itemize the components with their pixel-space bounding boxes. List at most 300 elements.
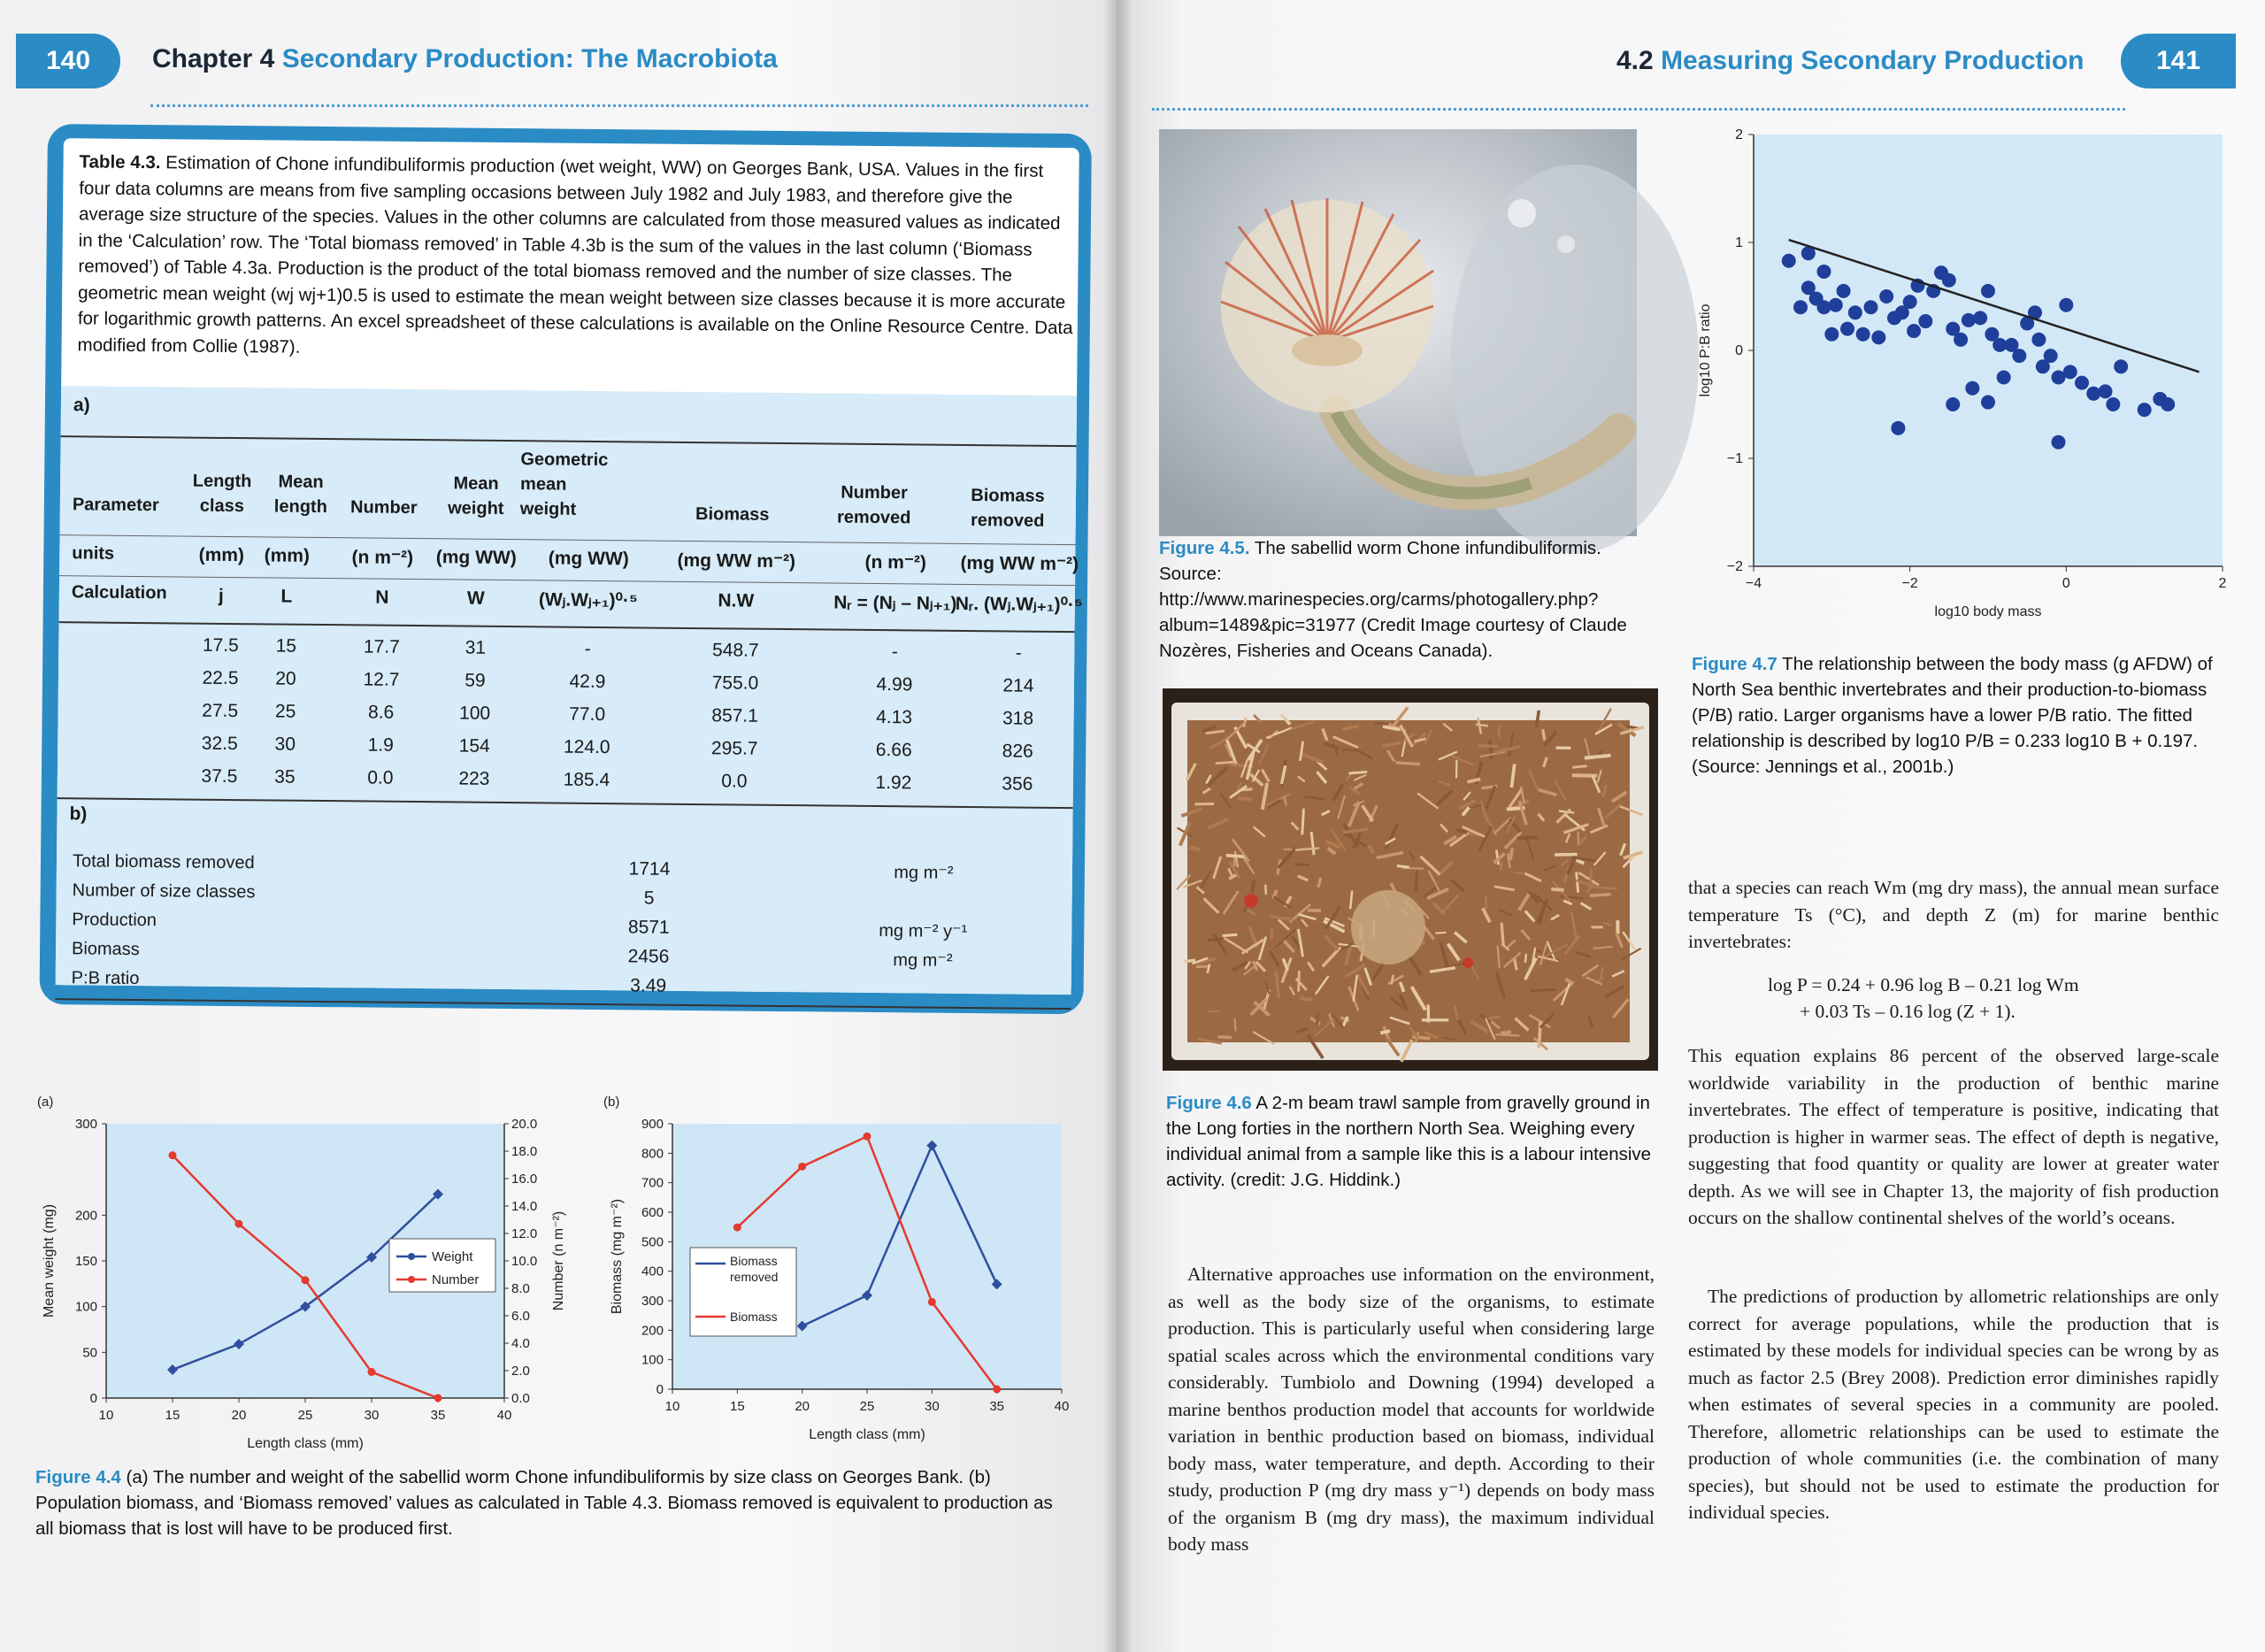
x-tick-label: 30 — [364, 1408, 380, 1423]
data-point-biomass — [733, 1224, 741, 1232]
data-point-number — [368, 1368, 376, 1376]
scatter-point — [1817, 265, 1831, 279]
table-cell: 4.99 — [876, 674, 913, 695]
body-col2-paragraph3: The predictions of production by allometric relationships are only correct for average populations, while the production that is estimated by these models for individual species can be wrong by as much as factor 2.5 (Brey 2008). Prediction error diminishes rapidly when estimates of several species in a community are pooled. Therefore, allometric relationships can be used to estimate the production of whole communities (i.e. the combination of many species), but should not be used to estimate the production for individual species. — [1688, 1286, 2219, 1523]
table-cell: 857.1 — [711, 705, 759, 726]
table-cell: 1.9 — [367, 734, 394, 756]
summary-value: 8571 — [627, 917, 670, 938]
data-point-biomass — [993, 1386, 1001, 1394]
texture-stroke — [1572, 766, 1586, 768]
calc-cell: Nᵣ = (Nⱼ – Nⱼ₊₁) — [833, 592, 957, 614]
texture-stroke — [1216, 762, 1237, 764]
table-cell: 17.7 — [363, 636, 400, 657]
scatter-point — [1879, 289, 1893, 304]
table-cell: - — [891, 642, 898, 663]
header-geo-mean-l3: weight — [519, 499, 577, 519]
running-header-right — [1616, 46, 2084, 76]
summary-unit: mg m⁻² — [893, 950, 953, 971]
table-part-a-label: a) — [73, 395, 90, 416]
x-tick-label: 30 — [924, 1399, 940, 1414]
scatter-point — [1891, 421, 1905, 435]
calc-cell: L — [280, 586, 293, 607]
x-tick-label: 20 — [795, 1399, 810, 1414]
table-cell: 32.5 — [201, 733, 238, 755]
table-rule-bottom-b — [55, 998, 1071, 1010]
table-cell: 77.0 — [569, 703, 606, 726]
table-cell: 100 — [458, 703, 491, 724]
x-tick-label: 15 — [165, 1408, 180, 1423]
table-cell: 0.0 — [367, 767, 394, 788]
data-point-number — [169, 1151, 177, 1159]
table-cell: 27.5 — [202, 700, 239, 722]
y-tick-label: 2 — [1735, 127, 1743, 142]
page-number-left: 140 — [16, 34, 120, 88]
header-parameter: Parameter — [72, 495, 159, 516]
figure-4-4-label: Figure 4.4 — [35, 1467, 121, 1487]
x-tick-label: 25 — [859, 1399, 875, 1414]
texture-stroke — [1476, 725, 1488, 726]
table-cell: 755.0 — [711, 672, 759, 694]
figure-4-6-photo — [1163, 688, 1658, 1071]
table-cell: 37.5 — [201, 765, 238, 788]
y-tick-label: 0 — [656, 1382, 664, 1397]
scatter-point — [1918, 314, 1932, 328]
scatter-point — [2012, 349, 2026, 363]
x-tick-label: 20 — [231, 1408, 247, 1423]
header-number: Number — [349, 497, 418, 519]
y-tick-label: 600 — [641, 1205, 664, 1220]
body-col1-paragraph: Alternative approaches use information on the environment, as well as the body size of the organisms, to estimate production. This is particularly useful when considering large spatial scales across which the environmental conditions vary considerably. Tumbiolo and Downing (1994) developed a marine benthos production model that accounts for worldwide variation in benthic production based on biomass, individual body mass, water temperature, and depth. According to their study, production P (mg dry mass y⁻¹) depends on body mass of the organism B (mg dry mass), the maximum individual body mass — [1168, 1264, 1655, 1555]
texture-stroke — [1495, 1034, 1519, 1035]
legend-marker — [408, 1276, 415, 1283]
scatter-point — [1837, 284, 1851, 298]
table-cell: 826 — [1002, 741, 1033, 762]
summary-value: 3.49 — [630, 975, 667, 996]
table-cell: - — [1015, 642, 1022, 664]
figure-4-6-text: A 2-m beam trawl sample from gravelly ground in the Long forties in the northern North Sea. Weighing every individual animal from a sample like this is a labour intensive activity. (credit: J.G. Hiddink.) — [1166, 1093, 1652, 1190]
figure-4-5-text: The sabellid worm Chone infundibuliformis. Source: http://www.marinespecies.org/carms/photogallery.php?album=1489&pic=31977 (Credit Image courtesy of Claude Nozères, Fisheries and Oceans Canada). — [1159, 538, 1627, 661]
y-axis-label: Biomass (mg m⁻²) — [610, 1198, 625, 1315]
header-geo-mean-l1: Geometric — [520, 449, 609, 471]
texture-stroke — [1551, 889, 1563, 890]
scatter-point — [1782, 254, 1796, 268]
body-col2-paragraph2: This equation explains 86 percent of the observed large-scale worldwide variability in the production of benthic marine invertebrates. The effect of temperature is positive, indicating that production is higher in warmer seas. The effect of depth is negative, suggesting that food quantity or quality are lower at greater water depth. As we will see in Chapter 13, the majority of fish production occurs on the shallow continental shelves of the world’s oceans. — [1688, 1045, 2219, 1228]
table-cell: 31 — [465, 637, 487, 658]
texture-stroke — [1395, 763, 1420, 765]
equation-line1: log P = 0.24 + 0.96 log B – 0.21 log Wm — [1768, 974, 2079, 995]
texture-stroke — [1435, 933, 1446, 934]
texture-stroke — [1531, 989, 1556, 991]
texture-stroke — [1238, 798, 1252, 799]
texture-stroke — [1348, 772, 1367, 773]
x-tick-label: 25 — [297, 1408, 313, 1423]
calculation-row-label: Calculation — [71, 582, 167, 603]
figure-4-4-caption — [35, 1464, 1053, 1541]
units-cell: (mg WW m⁻²) — [960, 552, 1079, 575]
y2-tick-label: 8.0 — [511, 1281, 530, 1296]
figure-4-6-label: Figure 4.6 — [1166, 1093, 1252, 1113]
y2-tick-label: 12.0 — [511, 1226, 538, 1241]
scatter-point — [1829, 298, 1843, 312]
scatter-point — [1871, 330, 1885, 344]
table-cell: - — [584, 638, 591, 659]
header-mean-length — [265, 469, 337, 519]
table-cell: 20 — [275, 668, 296, 689]
header-geo-mean-l2: mean — [520, 474, 567, 495]
summary-value: 2456 — [627, 946, 670, 967]
header-number-removed-l2: removed — [836, 507, 911, 528]
table-cell: 25 — [274, 701, 296, 722]
summary-value: 5 — [643, 887, 655, 909]
figure-4-6-caption — [1166, 1090, 1653, 1193]
units-cell: (mg WW) — [435, 547, 517, 569]
figure-4-5-caption — [1159, 535, 1655, 664]
y-tick-label: 400 — [641, 1264, 664, 1279]
texture-stroke — [1501, 923, 1503, 947]
y-tick-label: 150 — [74, 1254, 97, 1269]
table-cell: 4.13 — [876, 707, 913, 728]
scatter-point — [2086, 387, 2100, 401]
y2-tick-label: 16.0 — [511, 1172, 538, 1187]
legend-label-2: Biomass — [730, 1310, 778, 1324]
table-cell: 15 — [275, 635, 297, 657]
texture-stroke — [1208, 1011, 1219, 1012]
header-biomass: Biomass — [695, 504, 770, 525]
x-tick-label: 2 — [2218, 576, 2227, 591]
header-mean-length-l1: Mean — [278, 472, 324, 493]
header-rule-left — [150, 104, 1088, 107]
scatter-point — [1907, 324, 1921, 338]
y-tick-label: 900 — [641, 1117, 664, 1132]
table-cell: 548.7 — [711, 640, 759, 661]
units-cell: (n m⁻²) — [864, 551, 927, 573]
figure-4-4a-chart — [27, 1088, 566, 1460]
units-cell: (mm) — [198, 544, 245, 566]
x-axis-label: Length class (mm) — [247, 1436, 364, 1451]
units-cell: (mm) — [264, 545, 311, 566]
data-point-biomass — [798, 1163, 806, 1171]
y-tick-label: 50 — [82, 1345, 97, 1361]
scatter-point — [2052, 435, 2066, 449]
x-tick-label: −4 — [1745, 576, 1762, 591]
scatter-point — [2161, 397, 2175, 411]
body-col2-paragraph1: that a species can reach Wm (mg dry mass), the annual mean surface temperature Ts (°C), and depth Z (m) for marine benthic invertebrates: — [1688, 877, 2219, 952]
table-4-3-body — [56, 386, 1083, 996]
scatter-point — [1817, 300, 1831, 314]
scatter-point — [2063, 365, 2077, 379]
texture-stroke — [1380, 1031, 1390, 1033]
texture-stroke — [1525, 954, 1526, 963]
y-tick-label: 100 — [641, 1352, 664, 1368]
y2-tick-label: 0.0 — [511, 1391, 530, 1406]
table-cell: 6.66 — [875, 740, 912, 761]
section-number: 4.2 — [1616, 46, 1654, 75]
x-tick-label: 35 — [430, 1408, 446, 1423]
right-page — [1117, 0, 2265, 1652]
calc-cell: (Wⱼ.Wⱼ₊₁)⁰·⁵ — [538, 589, 638, 611]
legend-marker — [408, 1253, 415, 1260]
equation-line2: + 0.03 Ts – 0.16 log (Z + 1). — [1800, 1001, 2015, 1022]
y-tick-label: 500 — [641, 1234, 664, 1250]
header-number-removed — [812, 480, 937, 530]
y-tick-label: 700 — [641, 1175, 664, 1191]
y-tick-label: −2 — [1726, 559, 1743, 574]
x-tick-label: 35 — [989, 1399, 1005, 1414]
y-tick-label: 0 — [89, 1391, 97, 1406]
legend — [389, 1239, 495, 1292]
y2-tick-label: 4.0 — [511, 1336, 530, 1351]
table-rule-bottom-a — [58, 797, 1073, 809]
table-cell: 0.0 — [721, 771, 748, 792]
table-part-b-label: b) — [69, 803, 88, 825]
scatter-point — [1824, 327, 1839, 342]
summary-label: Production — [72, 910, 157, 931]
table-caption-text: Estimation of Chone infundibuliformis production (wet weight, WW) on Georges Bank, USA. Values in the first four data columns are means from five sampling occasions between July 1982 and July 1983, and therefore give the average size structure of the species. Values in the other columns are calculated from those measured values as indicated in the ‘Calculation’ row. The ‘Total biomass removed’ in Table 4.3b is the sum of the values in the last column (‘Biomass removed’) of Table 4.3a. Production is the product of the total biomass removed and the number of size classes. The geometric mean weight (wj wj+1)0.5 is used to estimate the mean weight between size classes because it is more accurate for logarithmic growth patterns. An excel spreadsheet of these calculations is available on the Online Resource Centre. Data modified from Collie (1987). — [77, 152, 1073, 357]
table-rule-units — [59, 575, 1075, 586]
units-cell: (mg WW m⁻²) — [677, 549, 796, 572]
scatter-point — [1965, 381, 1979, 396]
texture-stroke — [1271, 929, 1272, 940]
y-axis-label: log10 P:B ratio — [1698, 304, 1713, 397]
scatter-point — [1848, 305, 1862, 319]
texture-stroke — [1489, 1017, 1500, 1018]
scatter-point — [1962, 313, 1976, 327]
texture-stroke — [1397, 866, 1409, 868]
texture-stroke — [1302, 809, 1304, 835]
texture-stroke — [1412, 1037, 1430, 1039]
data-point-number — [302, 1276, 310, 1284]
header-rule-right — [1152, 108, 2125, 111]
texture-stroke — [1590, 895, 1611, 896]
x-axis-label: Length class (mm) — [809, 1427, 925, 1442]
data-point-number — [434, 1395, 442, 1402]
header-mean-weight — [432, 471, 521, 521]
chapter-title: Secondary Production: The Macrobiota — [281, 44, 778, 73]
summary-label: Biomass — [71, 939, 140, 960]
scatter-point — [1793, 300, 1808, 314]
texture-stroke — [1490, 741, 1492, 759]
texture-stroke — [1416, 871, 1417, 892]
scatter-point — [1997, 371, 2011, 385]
table-cell: 154 — [458, 735, 490, 757]
texture-stroke — [1539, 1021, 1540, 1047]
figure-4-7-chart — [1683, 115, 2240, 628]
x-tick-label: 10 — [664, 1399, 680, 1414]
y-tick-label: 200 — [74, 1208, 97, 1224]
scatter-point — [1903, 295, 1917, 309]
header-biomass-removed — [950, 483, 1066, 534]
texture-stroke — [1223, 934, 1238, 935]
summary-unit: mg m⁻² — [894, 863, 954, 883]
x-tick-label: 15 — [729, 1399, 745, 1414]
panel-label: (b) — [603, 1095, 620, 1110]
running-header-left — [152, 44, 778, 74]
legend-label-1b: removed — [730, 1270, 779, 1284]
scatter-point — [2036, 359, 2050, 373]
y2-tick-label: 6.0 — [511, 1309, 530, 1324]
summary-label: P:B ratio — [71, 968, 140, 989]
table-cell: 124.0 — [563, 736, 610, 758]
y-axis-label: Mean weight (mg) — [42, 1203, 57, 1318]
scatter-point — [2059, 298, 2073, 312]
table-cell: 35 — [274, 766, 296, 788]
x-tick-label: 10 — [98, 1408, 114, 1423]
calc-cell: N — [375, 587, 389, 608]
texture-stroke — [1226, 856, 1247, 857]
figure-4-7-caption — [1692, 651, 2223, 780]
header-length-class-l2: class — [199, 496, 244, 517]
texture-stroke — [1501, 1032, 1511, 1033]
x-tick-label: 0 — [2062, 576, 2070, 591]
summary-label: Number of size classes — [72, 880, 256, 903]
scatter-point — [1840, 322, 1854, 336]
units-cell: (n m⁻²) — [351, 547, 414, 568]
page-number-right: 141 — [2121, 34, 2236, 88]
data-point-biomass — [928, 1298, 936, 1306]
data-point-biomass — [864, 1133, 871, 1141]
y2-tick-label: 20.0 — [511, 1117, 538, 1132]
calc-cell: Nᵣ. (Wⱼ.Wⱼ₊₁)⁰·⁵ — [955, 593, 1083, 616]
scatter-point — [1864, 300, 1878, 314]
y2-tick-label: 18.0 — [511, 1144, 538, 1159]
summary-value: 1714 — [628, 858, 671, 880]
texture-stroke — [1218, 1037, 1232, 1038]
scatter-point — [2106, 397, 2120, 411]
figure-4-5-label: Figure 4.5. — [1159, 538, 1250, 558]
scatter-point — [2114, 359, 2128, 373]
legend — [690, 1248, 796, 1336]
calc-cell: j — [218, 585, 224, 606]
header-biomass-removed-l1: Biomass — [971, 486, 1045, 506]
texture-stroke — [1234, 1018, 1235, 1031]
section-title: Measuring Secondary Production — [1661, 46, 2085, 75]
texture-stroke — [1514, 872, 1524, 873]
summary-label: Total biomass removed — [72, 851, 255, 873]
x-axis-label: log10 body mass — [1934, 604, 2042, 619]
texture-stroke — [1543, 729, 1545, 740]
y2-tick-label: 10.0 — [511, 1254, 538, 1269]
texture-stroke — [1196, 966, 1209, 967]
units-cell: (mg WW) — [548, 548, 629, 570]
calc-cell: W — [466, 588, 485, 609]
y2-axis-label: Number (n m⁻²) — [551, 1210, 566, 1311]
x-tick-label: −2 — [1901, 576, 1918, 591]
table-rule-calc — [59, 621, 1075, 633]
y-tick-label: 1 — [1735, 235, 1743, 250]
scatter-point — [2099, 384, 2113, 398]
table-cell: 42.9 — [569, 671, 606, 693]
texture-stroke — [1478, 746, 1498, 747]
table-cell: 295.7 — [710, 738, 758, 759]
texture-stroke — [1510, 848, 1513, 859]
figure-4-7-text: The relationship between the body mass (g AFDW) of North Sea benthic invertebrates and their production-to-biomass (P/B) ratio. Larger organisms have a lower P/B ratio. The fitted relationship is described by log10 P/B = 0.233 log10 B + 0.197. (Source: Jennings et al., 2001b.) — [1692, 654, 2213, 777]
scatter-point — [1973, 311, 1987, 325]
legend-label-1a: Biomass — [730, 1254, 778, 1268]
calc-cell: N.W — [718, 590, 755, 611]
texture-stroke — [1517, 838, 1538, 839]
figure-4-7-label: Figure 4.7 — [1692, 654, 1777, 674]
scatter-point — [2138, 403, 2152, 417]
texture-stroke — [1185, 960, 1195, 962]
scatter-point — [1954, 333, 1968, 347]
y-tick-label: 300 — [74, 1117, 97, 1132]
texture-stroke — [1234, 857, 1235, 866]
table-cell: 1.92 — [875, 772, 912, 794]
legend-label: Number — [432, 1272, 480, 1287]
figure-4-4-text: (a) The number and weight of the sabellid worm Chone infundibuliformis by size class on Georges Bank. (b) Population biomass, and ‘Biomass removed’ values as calculated in Table 4.3. Biomass removed is equivalent to production as all biomass that is lost will have to be produced first. — [35, 1467, 1053, 1539]
y-tick-label: 800 — [641, 1146, 664, 1162]
texture-stroke — [1253, 880, 1255, 893]
left-page — [0, 0, 1117, 1652]
table-cell: 214 — [1002, 675, 1034, 696]
table-4-3-box — [39, 124, 1091, 1014]
table-cell: 30 — [274, 734, 296, 755]
units-row-label: units — [72, 543, 115, 564]
table-rule-top — [61, 435, 1077, 447]
scatter-point — [2075, 376, 2089, 390]
table-cell: 59 — [465, 670, 486, 691]
x-tick-label: 40 — [496, 1408, 512, 1423]
legend-label: Weight — [432, 1249, 473, 1264]
table-4-3-inner — [56, 138, 1083, 996]
chapter-label: Chapter 4 — [152, 44, 275, 73]
data-point-number — [235, 1220, 243, 1228]
header-mean-weight-l1: Mean — [453, 473, 499, 494]
figure-4-4b-chart — [593, 1088, 1088, 1469]
summary-unit: mg m⁻² y⁻¹ — [879, 921, 968, 942]
scatter-point — [1946, 397, 1960, 411]
y2-tick-label: 2.0 — [511, 1364, 530, 1379]
figure-4-5-photo — [1159, 129, 1637, 536]
table-rule-header — [60, 534, 1076, 545]
y-tick-label: 300 — [641, 1294, 664, 1309]
scatter-point — [1856, 327, 1870, 342]
scatter-point — [1981, 396, 1995, 410]
plot-area — [1754, 134, 2223, 566]
header-length-class — [182, 468, 263, 519]
table-cell: 356 — [1002, 773, 1033, 795]
texture-stroke — [1300, 998, 1312, 1000]
table-caption-label: Table 4.3. — [79, 151, 161, 173]
table-cell: 22.5 — [202, 667, 239, 689]
header-biomass-removed-l2: removed — [970, 511, 1045, 531]
table-cell: 223 — [458, 768, 490, 789]
header-number-removed-l1: Number — [841, 482, 908, 503]
y2-tick-label: 14.0 — [511, 1199, 538, 1214]
x-tick-label: 40 — [1054, 1399, 1070, 1414]
y-tick-label: 0 — [1735, 343, 1743, 358]
y-tick-label: 100 — [74, 1299, 97, 1315]
header-mean-weight-l2: weight — [448, 498, 504, 519]
header-mean-length-l2: length — [273, 496, 327, 518]
header-length-class-l1: Length — [192, 471, 252, 492]
table-cell: 12.7 — [363, 669, 400, 690]
table-cell: 318 — [1002, 708, 1034, 729]
texture-stroke — [1208, 940, 1222, 941]
y-tick-label: −1 — [1726, 451, 1743, 466]
table-4-3-caption — [77, 149, 1079, 367]
texture-stroke — [1265, 885, 1266, 895]
table-cell: 8.6 — [367, 702, 395, 723]
texture-stroke — [1590, 869, 1591, 883]
panel-label: (a) — [37, 1095, 54, 1110]
scatter-point — [1942, 273, 1956, 288]
y-tick-label: 200 — [641, 1323, 664, 1339]
scatter-point — [1981, 284, 1995, 298]
scatter-point — [2031, 333, 2046, 347]
header-geo-mean — [520, 447, 636, 522]
table-cell: 185.4 — [563, 769, 610, 791]
